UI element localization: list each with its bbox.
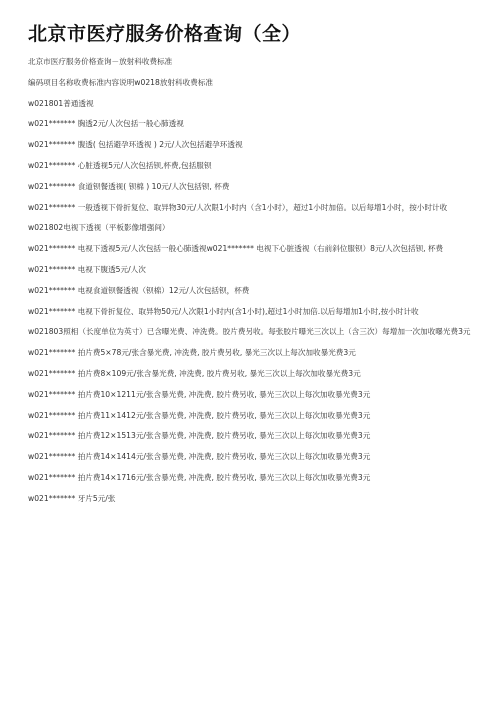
text-line: 编码项目名称收费标准内容说明w0218放射科收费标准 xyxy=(28,77,214,87)
text-line: w021801普通透视 xyxy=(28,98,94,108)
text-line: w021******* 拍片费8×109元/张含暴光费, 冲洗费, 胶片费另收, 暴光三次以上每次加收暴光费3元 xyxy=(28,368,361,378)
text-line: w021******* 胸透2元/人次包括一般心肺透视 xyxy=(28,119,184,129)
text-line: w021******* 电视下透视5元/人次包括一般心肺透视w021******* 电视下心脏透视（右前斜位服钡）8元/人次包括钡, 杯费 xyxy=(28,244,444,254)
text-line: w021******* 牙片5元/张 xyxy=(28,493,116,503)
text-line: w021802电视下透视（平板影像增强间） xyxy=(28,223,170,233)
text-line: w021******* 拍片费5×78元/张含暴光费, 冲洗费, 胶片费另收, 暴光三次以上每次加收暴光费3元 xyxy=(28,348,356,358)
text-line: w021******* 电视食道钡餐透视（钡棉）12元/人次包括钡，杯费 xyxy=(28,285,250,295)
document-body xyxy=(28,56,476,504)
text-line: w021******* 拍片费10×1211元/张含暴光费, 冲洗费, 胶片费另收, 暴光三次以上每次加收暴光费3元 xyxy=(28,389,371,399)
text-line: w021******* 拍片费14×1716元/张含暴光费, 冲洗费, 胶片费另收, 暴光三次以上每次加收暴光费3元 xyxy=(28,472,371,482)
text-line: w021******* 食道钡餐透视( 钡棉 ) 10元/人次包括钡, 杯费 xyxy=(28,181,230,191)
document-title: 北京市医疗服务价格查询（全） xyxy=(28,23,302,45)
text-line: w021******* 腹透( 包括避孕环透视 ) 2元/人次包括避孕环透视 xyxy=(28,140,243,150)
text-line: w021803照相（长度单位为英寸）已含曝光费、冲洗费。胶片费另收。每张胶片曝光三次以上（含三次）每增加一次加收曝光费3元 xyxy=(28,327,471,337)
text-line: w021******* 拍片费14×1414元/张含暴光费, 冲洗费, 胶片费另收, 暴光三次以上每次加收暴光费3元 xyxy=(28,452,371,462)
text-line: w021******* 一般透视下骨折复位、取异物30元/人次限1小时内（含1小时），超过1小时加倍。以后每增1小时，按小时计收 xyxy=(28,202,448,212)
text-line: w021******* 拍片费11×1412元/张含暴光费, 冲洗费, 胶片费另收, 暴光三次以上每次加收暴光费3元 xyxy=(28,410,371,420)
text-line: w021******* 电视下腹透5元/人次 xyxy=(28,264,146,274)
text-line: w021******* 拍片费12×1513元/张含暴光费, 冲洗费, 胶片费另收, 暴光三次以上每次加收暴光费3元 xyxy=(28,431,371,441)
text-line: w021******* 电视下骨折复位、取异物50元/人次限1小时内(含1小时),超过1小时加倍.以后每增加1小时,按小时计收 xyxy=(28,306,419,316)
text-line: 北京市医疗服务价格查询－放射科收费标准 xyxy=(28,57,173,66)
text-line: w021******* 心脏透视5元/人次包括钡,杯费,包括服钡 xyxy=(28,160,212,170)
